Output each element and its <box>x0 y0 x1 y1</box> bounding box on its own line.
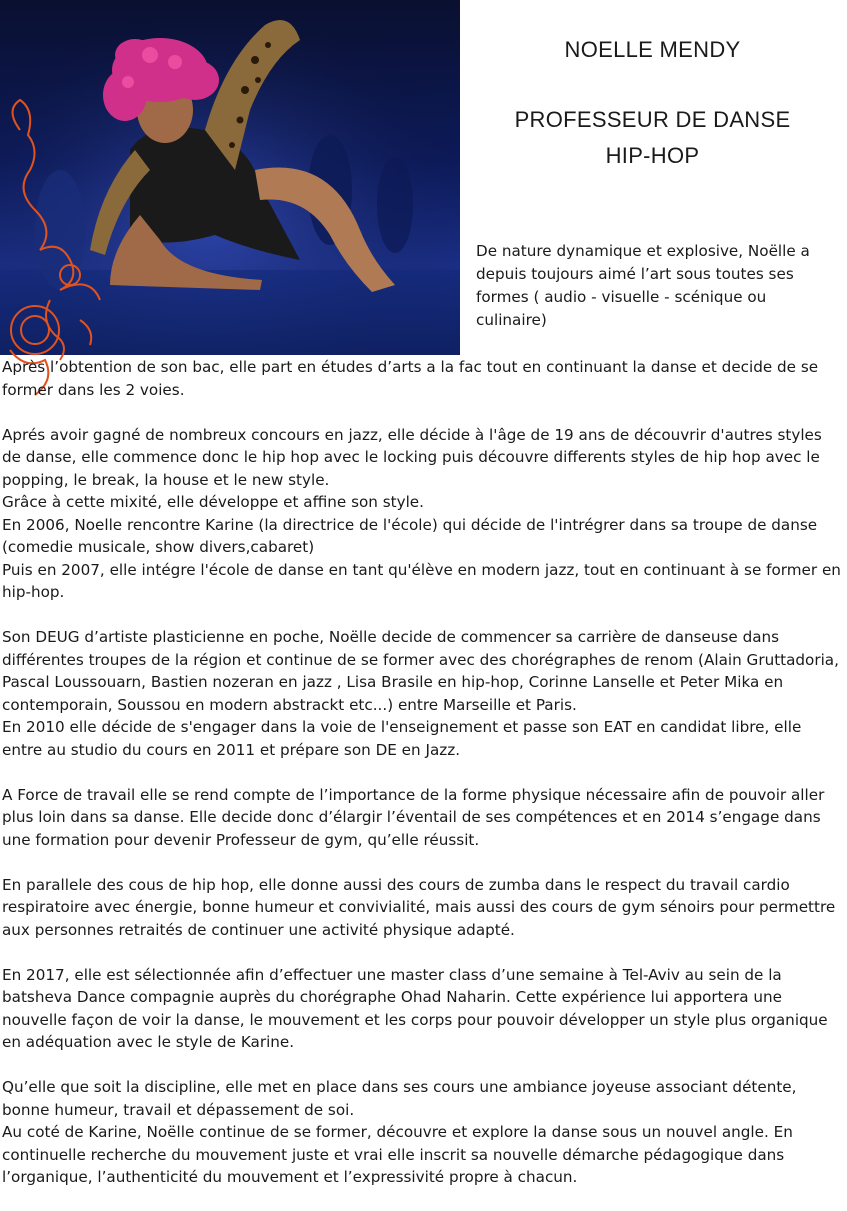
bio-paragraph: Aprés avoir gagné de nombreux concours en jazz, elle décide à l'âge de 19 ans de découvrir d'autres styles de danse, elle commence donc le hip hop avec le locking puis découvre differents styles de hip hop avec le popping, le break, la house et le new style. Grâce à cette mixité, elle développe et affine son style. En 2006, Noelle rencontre Karine (la directrice de l'école) qui décide de l'intrégrer dans sa troupe de danse (comedie musicale, show divers,cabaret) Puis en 2007, elle intégre l'école de danse en tant qu'élève en modern jazz, tout en continuant à se former en hip-hop. <box>2 425 841 601</box>
bio-paragraph: Qu’elle que soit la discipline, elle met en place dans ses cours une ambiance joyeuse associant détente, bonne humeur, travail et dépassement de soi. Au coté de Karine, Noëlle continue de se former, découvre et explore la danse sous un nouvel angle. En continuelle recherche du mouvement juste et vrai elle inscrit sa nouvelle démarche pédagogique dans l’organique, l’authenticité du mouvement et l’expressivité propre à chacun. <box>2 1078 797 1186</box>
bio-paragraph: A Force de travail elle se rend compte de l’importance de la forme physique nécessaire afin de pouvoir aller plus loin dans sa danse. Elle decide donc d’élargir l’éventail de ses compétences et en 2014 s’engage dans une formation pour devenir Professeur de gym, qu’elle réussit. <box>2 785 825 849</box>
intro-paragraph: De nature dynamique et explosive, Noëlle a depuis toujours aimé l’art sous toutes ses formes ( audio - visuelle - scénique ou culinaire) <box>476 242 810 329</box>
bio-paragraph: Son DEUG d’artiste plasticienne en poche, Noëlle decide de commencer sa carrière de danseuse dans différentes troupes de la région et continue de se former avec des chorégraphes de renom (Alain Gruttadoria, Pascal Loussouarn, Bastien nozeran en jazz , Lisa Brasile en hip-hop, Corinne Lanselle et Peter Mika en contemporain, Soussou en modern abstrackt etc...) entre Marseille et Paris. En 2010 elle décide de s'engager dans la voie de l'enseignement et passe son EAT en candidat libre, elle entre au studio du cours en 2011 et prépare son DE en Jazz. <box>2 628 839 759</box>
teacher-name: NOELLE MENDY <box>564 37 741 62</box>
role-line-2: HIP-HOP <box>605 143 700 168</box>
teacher-role <box>470 102 835 174</box>
bio-paragraph: En 2017, elle est sélectionnée afin d’effectuer une master class d’une semaine à Tel-Aviv au sein de la batsheva Dance compagnie auprès du chorégraphe Ohad Naharin. Cette expérience lui apportera une nouvelle façon de voir la danse, le mouvement et les corps pour pouvoir développer un style plus organique en adéquation avec le style de Karine. <box>2 965 828 1051</box>
role-line-1: PROFESSEUR DE DANSE <box>514 107 791 132</box>
bio-paragraph: Après l’obtention de son bac, elle part en études d’arts a la fac tout en continuant la danse et decide de se former dans les 2 voies. <box>2 358 819 399</box>
bio-paragraph: En parallele des cous de hip hop, elle donne aussi des cours de zumba dans le respect du travail cardio respiratoire avec énergie, bonne humeur et convivialité, mais aussi des cours de gym sénoirs pour permettre aux personnes retraités de continuer une activité physique adapté. <box>2 875 836 939</box>
biography <box>2 356 842 1211</box>
